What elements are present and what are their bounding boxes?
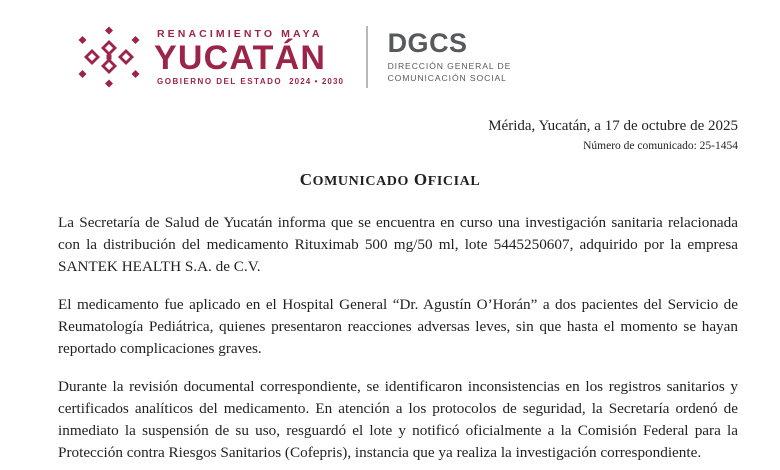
page-title-rest-2: FICIAL [427, 174, 481, 189]
dgcs-acronym: DGCS [387, 27, 468, 58]
dgcs-subtitle-line2: COMUNICACIÓN SOCIAL [387, 72, 507, 83]
yucatan-maya-glyph-icon [78, 26, 140, 88]
body-paragraph: El medicamento fue aplicado en el Hospital General “Dr. Agustín O’Horán” a dos pacientes del Servicio de Reumatología Pediátrica, quienes presentaron reacciones adversas leves, sin que hasta el momento se hayan reportado complicaciones graves. [58, 296, 738, 358]
brand-years-label: 2024 • 2030 [289, 76, 345, 86]
document-date: Mérida, Yucatán, a 17 de octubre de 2025 [488, 118, 738, 134]
body-paragraph: La Secretaría de Salud de Yucatán informa que se encuentra en curso una investigación sanitaria relacionada con la distribución del medicamento Rituximab 500 mg/50 ml, lote 5445250607, adquirido por la empresa SANTEK HEALTH S.A. de C.V. [58, 214, 738, 276]
document-body [0, 212, 780, 464]
page-title [0, 170, 780, 190]
document-meta [0, 118, 780, 152]
document-number: Número de comunicado: 25-1454 [583, 140, 738, 152]
dgcs-block [387, 27, 512, 84]
header-divider [366, 26, 368, 88]
brand-footline [157, 77, 344, 86]
brand-block [154, 28, 344, 86]
dgcs-subtitle-line1: DIRECCIÓN GENERAL DE [387, 60, 512, 71]
brand-government-label: GOBIERNO DEL ESTADO [157, 76, 283, 86]
brand-state-name: YUCATÁN [154, 39, 327, 78]
page-title-rest-1: OMUNICADO [312, 174, 409, 189]
brand-renacimiento-label: RENACIMIENTO MAYA [157, 28, 323, 41]
document-header [0, 0, 780, 92]
page-title-cap-2: O [413, 170, 428, 189]
page-title-cap-1: C [299, 170, 313, 189]
body-paragraph: Durante la revisión documental correspondiente, se identificaron inconsistencias en los registros sanitarios y certificados analíticos del medicamento. En atención a los protocolos de seguridad, la Secretaría ordenó de inmediato la suspensión de su uso, resguardó el lote y notificó oficialmente a la Comisión Federal para la Protección contra Riesgos Sanitarios (Cofepris), instancia que ya realiza la investigación correspondiente. [58, 378, 738, 462]
